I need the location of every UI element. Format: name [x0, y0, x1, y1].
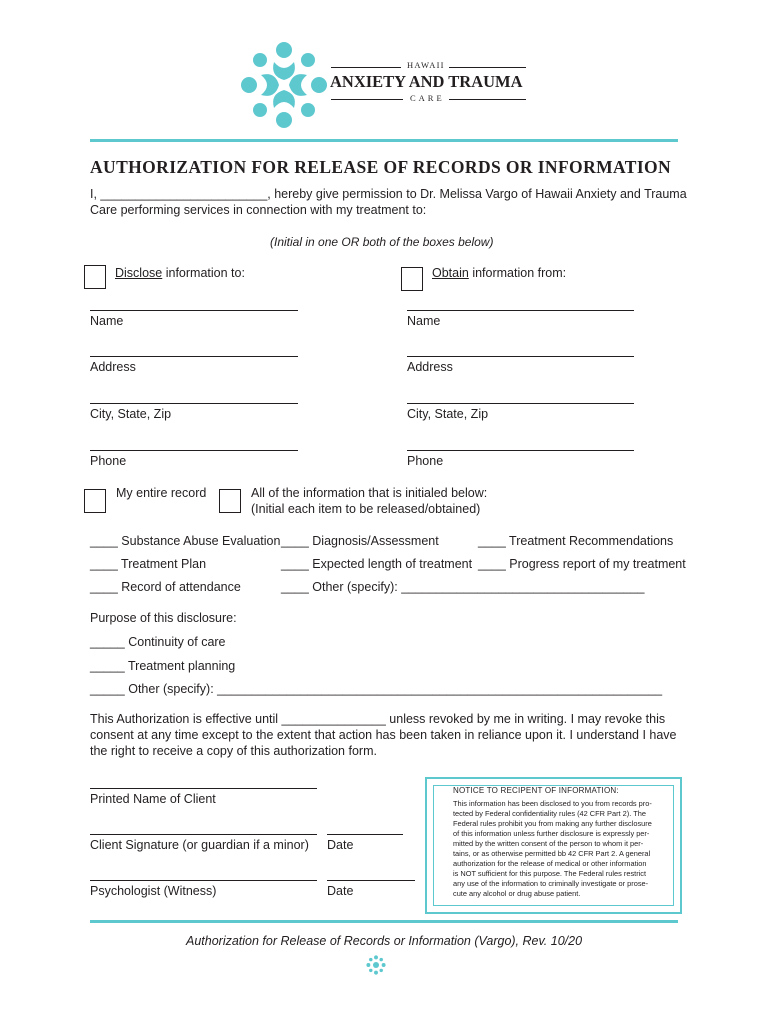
disclose-rest: information to: [162, 266, 245, 280]
auth-text-3: the right to receive a copy of this authorization form. [90, 744, 377, 758]
logo-sub-line-left [331, 99, 403, 100]
disclose-phone-label: Phone [90, 454, 127, 468]
disclose-address-label: Address [90, 360, 136, 374]
entire-record-checkbox[interactable] [84, 489, 106, 513]
obtain-phone-line[interactable] [407, 450, 634, 451]
notice-line-3: Federal rules prohibit you from making any further disclosure [453, 819, 652, 828]
form-title: AUTHORIZATION FOR RELEASE OF RECORDS OR INFORMATION [90, 157, 672, 177]
item-expected-length[interactable]: ____ Expected length of treatment [281, 557, 473, 571]
printed-name-label: Printed Name of Client [90, 792, 216, 806]
item-diagnosis[interactable]: ____ Diagnosis/Assessment [281, 534, 439, 548]
psychologist-date-label: Date [327, 884, 354, 898]
all-info-line-2: (Initial each item to be released/obtained) [251, 502, 481, 516]
entire-record-label: My entire record [116, 486, 207, 500]
psychologist-date-line[interactable] [327, 880, 415, 881]
notice-line-9: any use of the information to criminally investigate or prose- [453, 879, 649, 888]
instruction-text: (Initial in one OR both of the boxes below) [270, 235, 494, 249]
item-attendance[interactable]: ____ Record of attendance [90, 580, 241, 594]
obtain-word: Obtain [432, 266, 469, 280]
logo-sub-line-right [449, 99, 526, 100]
notice-line-4: of this information unless further disclosure is expressly per- [453, 829, 650, 838]
client-signature-label: Client Signature (or guardian if a minor) [90, 838, 309, 852]
disclose-name-label: Name [90, 314, 124, 328]
notice-line-5: mitted by the written consent of the person to whom it per- [453, 839, 644, 848]
all-info-checkbox[interactable] [219, 489, 241, 513]
disclose-city-line[interactable] [90, 403, 298, 404]
obtain-address-label: Address [407, 360, 453, 374]
auth-text-2: consent at any time except to the extent that action has been taken in reliance upon it. I understand I have [90, 728, 677, 742]
notice-line-6: tains, or as otherwise permitted bb 42 CFR Part 2. A general [453, 849, 651, 858]
purpose-continuity[interactable]: _____ Continuity of care [90, 635, 226, 649]
logo-main-text: ANXIETY AND TRAUMA [330, 72, 523, 91]
obtain-name-line[interactable] [407, 310, 634, 311]
footer-rule [90, 920, 678, 923]
obtain-address-line[interactable] [407, 356, 634, 357]
logo-small-top: HAWAII [407, 60, 445, 70]
obtain-rest: information from: [468, 266, 567, 280]
logo-emblem-icon [238, 40, 330, 130]
logo-sub-text: CARE [410, 93, 445, 103]
obtain-label [432, 266, 566, 280]
client-date-line[interactable] [327, 834, 403, 835]
disclose-name-line[interactable] [90, 310, 298, 311]
header-rule [90, 139, 678, 142]
disclose-word: Disclose [115, 266, 163, 280]
logo-line-left [331, 67, 401, 68]
disclose-address-line[interactable] [90, 356, 298, 357]
notice-line-10: cute any alcohol or drug abuse patient. [453, 889, 581, 898]
notice-line-7: authorization for the release of medical or other information [453, 859, 647, 868]
disclose-city-label: City, State, Zip [90, 407, 172, 421]
logo-line-right [449, 67, 526, 68]
item-progress-report[interactable]: ____ Progress report of my treatment [478, 557, 686, 571]
notice-line-8: is NOT sufficient for this purpose. The Federal rules restrict [453, 869, 647, 878]
disclose-phone-line[interactable] [90, 450, 298, 451]
obtain-phone-label: Phone [407, 454, 444, 468]
item-other[interactable]: ____ Other (specify): ___________________________________ [281, 580, 645, 594]
auth-text-1: This Authorization is effective until _______________ unless revoked by me in writing. I may revoke this [90, 712, 666, 726]
psychologist-line[interactable] [90, 880, 317, 881]
purpose-planning[interactable]: _____ Treatment planning [90, 659, 236, 673]
intro-line-1: I, ________________________, hereby give permission to Dr. Melissa Vargo of Hawaii Anxiety and Trauma [90, 187, 687, 201]
item-treatment-plan[interactable]: ____ Treatment Plan [90, 557, 207, 571]
purpose-other[interactable]: _____ Other (specify): ________________________________________________________________ [90, 682, 663, 696]
item-substance-abuse[interactable]: ____ Substance Abuse Evaluation [90, 534, 281, 548]
obtain-checkbox[interactable] [401, 267, 423, 291]
purpose-heading: Purpose of this disclosure: [90, 611, 237, 625]
client-date-label: Date [327, 838, 354, 852]
client-signature-line[interactable] [90, 834, 317, 835]
printed-name-line[interactable] [90, 788, 317, 789]
psychologist-label: Psychologist (Witness) [90, 884, 217, 898]
item-recommendations[interactable]: ____ Treatment Recommendations [478, 534, 674, 548]
disclose-checkbox[interactable] [84, 265, 106, 289]
notice-title: NOTICE TO RECIPENT OF INFORMATION: [453, 786, 619, 795]
notice-line-1: This information has been disclosed to you from records pro- [453, 799, 652, 808]
footer-text: Authorization for Release of Records or Information (Vargo), Rev. 10/20 [186, 934, 583, 948]
all-info-line-1: All of the information that is initialed below: [251, 486, 488, 500]
obtain-city-label: City, State, Zip [407, 407, 489, 421]
obtain-name-label: Name [407, 314, 441, 328]
disclose-label [115, 266, 245, 280]
obtain-city-line[interactable] [407, 403, 634, 404]
notice-line-2: tected by Federal confidentiality rules (42 CFR Part 2). The [453, 809, 646, 818]
intro-line-2: Care performing services in connection with my treatment to: [90, 203, 427, 217]
footer-logo-icon [366, 955, 386, 975]
